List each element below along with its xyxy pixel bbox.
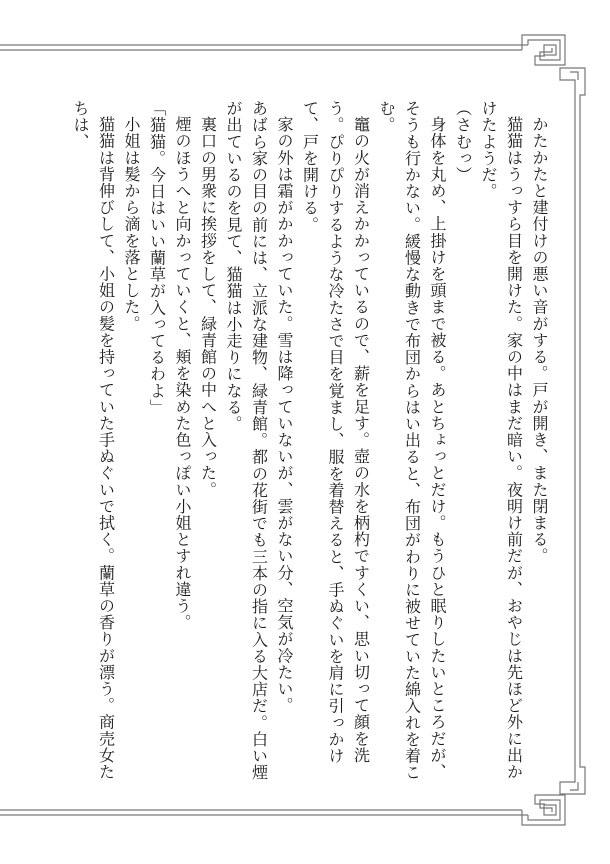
paragraph: 煙のほうへと向かっていくと、頬を染めた色っぽい小姐とすれ違う。 [173, 116, 192, 631]
paragraph: あばら家の目の前には、立派な建物、緑青館。都の花街でも三本の指に入る大店だ。白い煙が出ているのを見て、猫猫は小走りになる。 [224, 100, 269, 781]
paragraph: 裏口の男衆に挨拶をして、緑青館の中へと入った。 [198, 116, 218, 498]
paragraph: かたかたと建付けの悪い音がする。戸が開き、また閉まる。 [530, 116, 549, 565]
vertical-novel-text [57, 100, 552, 790]
paragraph: 身体を丸め、上掛けを頭まで被る。あとちょっとだけ。もうひと眠りしたいところだが、そうも行かない。緩慢な動きで布団からはい出ると、布団がわりに被せていた綿入れを着こむ。 [377, 100, 447, 781]
corner-ornament-top-right [522, 35, 585, 100]
paragraph: 猫猫はうっすら目を開けた。家の中はまだ暗い。夜明け前だが、おやじは先ほど外に出かけたようだ。 [479, 100, 524, 780]
paragraph: 「猫猫。今日はいい蘭草が入ってるわよ」 [147, 100, 167, 416]
paragraph: 小姐は髪から滴を落とした。 [122, 116, 141, 332]
paragraph: （さむっ） [453, 100, 473, 183]
paragraph: 竈の火が消えかかっているので、薪を足す。壺の水を柄杓ですくい、思い切って顔を洗う。ぴりぴりするような冷たさで目を覚まし、服を着替えると、手ぬぐいを肩に引っかけて、戸を開ける。 [300, 100, 371, 764]
paragraph: 家の外は霜がかかっていた。雪は降っていないが、雲がない分、空気が冷たい。 [275, 116, 294, 714]
paragraph: 猫猫は背伸びして、小姐の髪を持っていた手ぬぐいで拭く。蘭草の香りが漂う。商売女たちは、 [71, 100, 116, 780]
